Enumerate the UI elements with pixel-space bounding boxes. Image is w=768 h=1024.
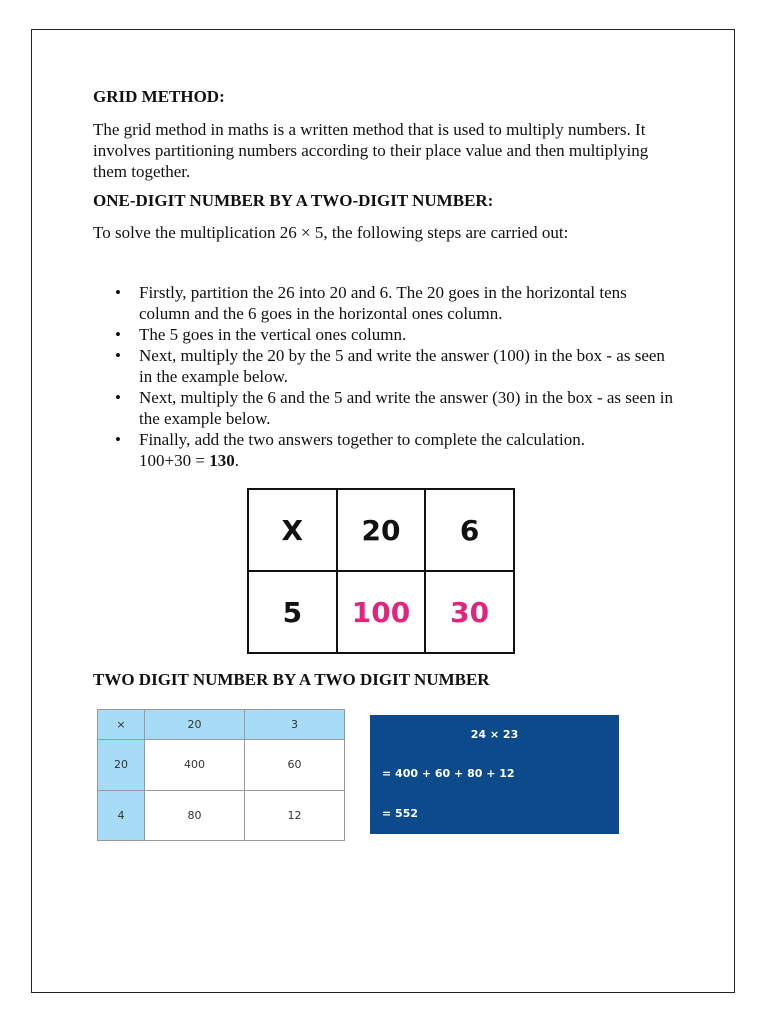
grid-row [98,740,345,790]
one-digit-grid [247,488,515,654]
step-item: • Firstly, partition the 26 into 20 and 6. The 20 goes in the horizontal tens column and the 6 goes in the horizontal ones column. [139,282,679,324]
steps-list [93,282,679,471]
step-item: • Finally, add the two answers together to complete the calculation. 100+30 = 130. [139,429,679,471]
grid-cell: 4 [98,790,145,840]
two-digit-heading: TWO DIGIT NUMBER BY A TWO DIGIT NUMBER [93,670,490,689]
one-digit-heading: ONE-DIGIT NUMBER BY A TWO-DIGIT NUMBER: [93,191,494,210]
grid-header-row [248,489,514,571]
grid-method-heading: GRID METHOD: [93,87,225,106]
grid-cell: 20 [98,740,145,790]
working-box [370,715,619,834]
two-digit-grid [97,709,345,841]
grid-cell: 400 [145,740,245,790]
one-digit-intro: To solve the multiplication 26 × 5, the following steps are carried out: [93,223,569,242]
final-sum: 100+30 = [139,451,210,470]
grid-product-cell: 30 [425,571,514,653]
working-title: 24 × 23 [470,728,519,741]
grid-cell: 20 [337,489,426,571]
final-result: 130 [209,451,235,470]
grid-header-row [98,710,345,740]
step-item: • Next, multiply the 6 and the 5 and write the answer (30) in the box - as seen in the example below. [139,387,679,429]
working-line: = 400 + 60 + 80 + 12 [382,767,515,780]
grid-cell: 20 [145,710,245,740]
grid-cell: 5 [248,571,337,653]
grid-cell: 12 [245,790,345,840]
grid-cell: 80 [145,790,245,840]
grid-cell: 60 [245,740,345,790]
grid-cell: 3 [245,710,345,740]
grid-product-cell: 100 [337,571,426,653]
grid-cell: 6 [425,489,514,571]
step-item: • Next, multiply the 20 by the 5 and write the answer (100) in the box - as seen in the example below. [139,345,679,387]
working-line: = 552 [382,807,419,820]
grid-cell: X [248,489,337,571]
grid-method-intro: The grid method in maths is a written method that is used to multiply numbers. It involves partitioning numbers according to their place value and then multiplying them together. [93,120,649,181]
grid-row [248,571,514,653]
grid-cell: × [98,710,145,740]
step-item: • The 5 goes in the vertical ones column. [139,324,679,345]
grid-row [98,790,345,840]
